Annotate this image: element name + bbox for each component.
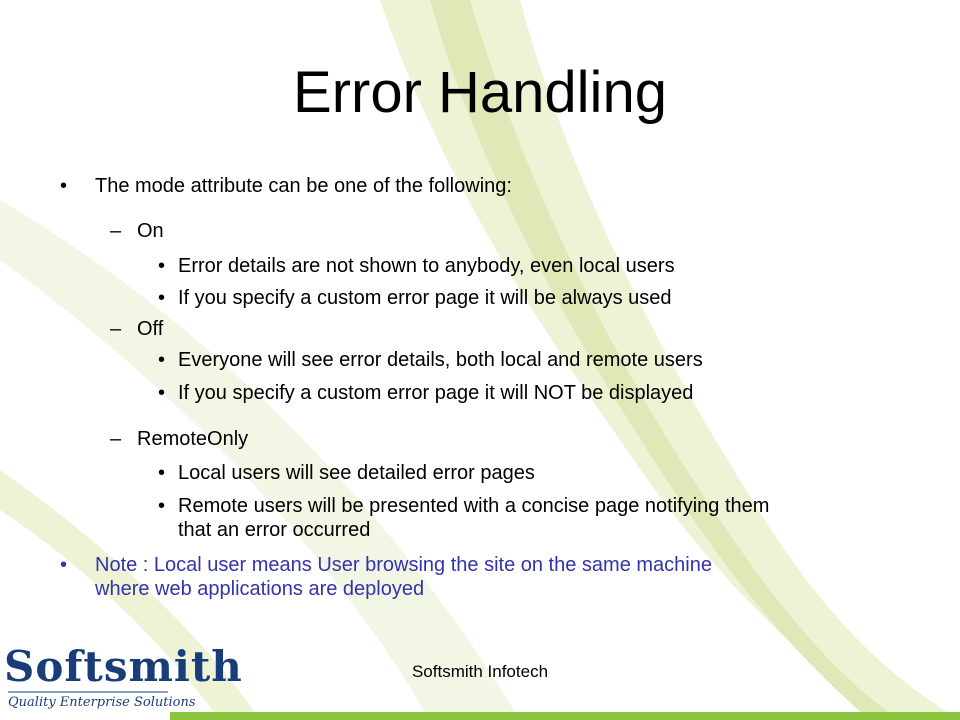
note-line-1: Note : Local user means User browsing the site on the same machine [95,554,712,576]
on-item: If you specify a custom error page it will be always used [178,287,672,309]
dash-glyph: – [110,220,122,242]
remote-item: Remote users will be presented with a concise page notifying them [178,495,770,517]
bullet-glyph: • [158,382,166,404]
bullet-glyph: • [158,255,166,277]
off-item: If you specify a custom error page it will NOT be displayed [178,382,694,404]
bullet-mode-attribute: The mode attribute can be one of the following: [95,175,512,197]
bullet-glyph: • [60,175,68,197]
remote-item: Local users will see detailed error pages [178,462,535,484]
mode-on-label: On [137,220,164,242]
logo-wordmark: Softsmith [4,642,243,691]
bullet-glyph: • [60,554,68,576]
slide-title: Error Handling [293,60,667,125]
remote-item-continued: that an error occurred [178,519,371,541]
bullet-glyph: • [158,287,166,309]
dash-glyph: – [110,428,122,450]
dash-glyph: – [110,318,122,340]
off-item: Everyone will see error details, both local and remote users [178,349,703,371]
logo-tagline: Quality Enterprise Solutions [8,695,196,710]
bullet-glyph: • [158,495,166,517]
footer-text: Softsmith Infotech [411,662,549,681]
bullet-glyph: • [158,462,166,484]
logo-divider [8,691,168,693]
mode-off-label: Off [137,318,164,340]
mode-remoteonly-label: RemoteOnly [137,428,249,450]
softsmith-logo [4,642,243,713]
note-line-2: where web applications are deployed [95,578,425,600]
bullet-glyph: • [158,349,166,371]
on-item: Error details are not shown to anybody, even local users [178,255,675,277]
bottom-accent-bar [170,712,960,720]
